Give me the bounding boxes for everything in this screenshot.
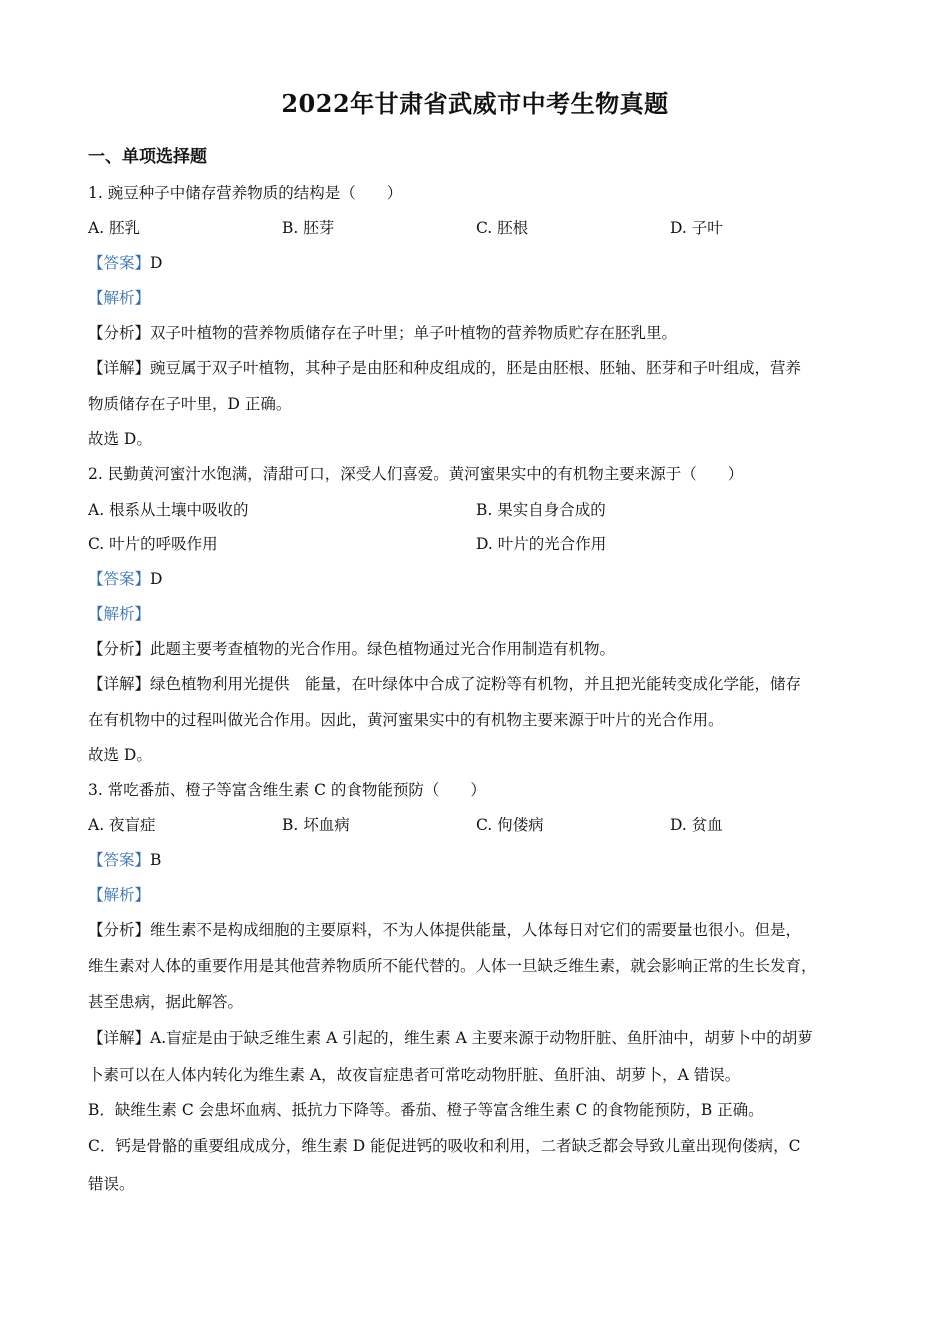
q3-fenxi-text-3: 甚至患病，据此解答。 — [88, 993, 244, 1011]
q1-answer-value: D — [150, 254, 163, 272]
q1-xiangjie-text-1: 豌豆属于双子叶植物，其种子是由胚和种皮组成的，胚是由胚根、胚轴、胚芽和子叶组成，营养 — [150, 359, 802, 377]
q1-xiangjie-text-2: 物质储存在子叶里，D 正确。 — [88, 395, 292, 413]
fenxi-tag: 【分析】 — [88, 324, 151, 342]
q2-analysis-tag — [88, 602, 150, 626]
q1-fenxi-text: 双子叶植物的营养物质储存在子叶里；单子叶植物的营养物质贮存在胚乳里。 — [150, 324, 678, 342]
q2-answer — [88, 567, 162, 591]
q3-option-d: D. 贫血 — [670, 816, 723, 834]
answer-tag: 【答案】 — [88, 570, 151, 588]
q3-answer-value: B — [150, 851, 162, 869]
q3-xiangjie-text-2: 卜素可以在人体内转化为维生素 A，故夜盲症患者可常吃动物肝脏、鱼肝油、胡萝卜，A 错误。 — [88, 1066, 741, 1084]
analysis-tag: 【解析】 — [88, 289, 151, 307]
q1-option-c: C. 胚根 — [476, 219, 529, 237]
q2-answer-value: D — [150, 570, 163, 588]
q1-option-b: B. 胚芽 — [282, 219, 335, 237]
q2-xiangjie — [88, 672, 801, 696]
q3-option-b: B. 坏血病 — [282, 816, 350, 834]
q3-xiangjie — [88, 1026, 813, 1050]
q2-option-a: A. 根系从土壤中吸收的 — [88, 501, 249, 519]
q3-answer — [88, 848, 161, 872]
q3-fenxi — [88, 918, 801, 942]
xiangjie-tag: 【详解】 — [88, 675, 151, 693]
q3-option-a: A. 夜盲症 — [88, 816, 156, 834]
q1-xiangjie — [88, 356, 801, 380]
page-title: 2022年甘肃省武威市中考生物真题 — [281, 89, 669, 118]
fenxi-tag: 【分析】 — [88, 640, 151, 658]
q1-stem: 1. 豌豆种子中储存营养物质的结构是（ ） — [88, 184, 403, 202]
q3-xiangjie-text-1: A.盲症是由于缺乏维生素 A 引起的，维生素 A 主要来源于动物肝脏、鱼肝油中，胡萝卜中的胡萝 — [150, 1029, 813, 1047]
q2-fenxi — [88, 637, 615, 661]
q2-option-b: B. 果实自身合成的 — [476, 501, 606, 519]
q3-xiangjie-text-5: 错误。 — [88, 1175, 135, 1193]
analysis-tag: 【解析】 — [88, 605, 151, 623]
fenxi-tag: 【分析】 — [88, 921, 151, 939]
q3-option-c: C. 佝偻病 — [476, 816, 544, 834]
q1-answer — [88, 251, 162, 275]
q1-option-a: A. 胚乳 — [88, 219, 141, 237]
xiangjie-tag: 【详解】 — [88, 1029, 151, 1047]
q3-xiangjie-text-4: C．钙是骨骼的重要组成成分，维生素 D 能促进钙的吸收和利用，二者缺乏都会导致儿童出现佝偻病，C — [88, 1137, 801, 1155]
q3-stem: 3. 常吃番茄、橙子等富含维生素 C 的食物能预防（ ） — [88, 781, 486, 799]
q2-option-c: C. 叶片的呼吸作用 — [88, 535, 218, 553]
q3-fenxi-text-1: 维生素不是构成细胞的主要原料，不为人体提供能量，人体每日对它们的需要量也很小。但是， — [150, 921, 802, 939]
analysis-tag: 【解析】 — [88, 886, 151, 904]
section-heading: 一、单项选择题 — [88, 147, 207, 167]
q2-xiangjie-text-1: 绿色植物利用光提供 能量，在叶绿体中合成了淀粉等有机物，并且把光能转变成化学能，储存 — [150, 675, 802, 693]
xiangjie-tag: 【详解】 — [88, 359, 151, 377]
q3-fenxi-text-2: 维生素对人体的重要作用是其他营养物质所不能代替的。人体一旦缺乏维生素，就会影响正常的生长发育， — [88, 957, 817, 975]
q2-conclusion: 故选 D。 — [88, 746, 152, 764]
q2-option-d: D. 叶片的光合作用 — [476, 535, 607, 553]
answer-tag: 【答案】 — [88, 851, 151, 869]
q2-fenxi-text: 此题主要考查植物的光合作用。绿色植物通过光合作用制造有机物。 — [150, 640, 616, 658]
q1-option-d: D. 子叶 — [670, 219, 723, 237]
q1-conclusion: 故选 D。 — [88, 430, 152, 448]
q1-fenxi — [88, 321, 677, 345]
q2-stem: 2. 民勤黄河蜜汁水饱满，清甜可口，深受人们喜爱。黄河蜜果实中的有机物主要来源于（ ） — [88, 465, 744, 483]
answer-tag: 【答案】 — [88, 254, 151, 272]
q3-analysis-tag — [88, 883, 150, 907]
q2-xiangjie-text-2: 在有机物中的过程叫做光合作用。因此，黄河蜜果实中的有机物主要来源于叶片的光合作用。 — [88, 711, 724, 729]
q3-xiangjie-text-3: B．缺维生素 C 会患坏血病、抵抗力下降等。番茄、橙子等富含维生素 C 的食物能预防，B 正确。 — [88, 1101, 764, 1119]
q1-analysis-tag — [88, 286, 150, 310]
